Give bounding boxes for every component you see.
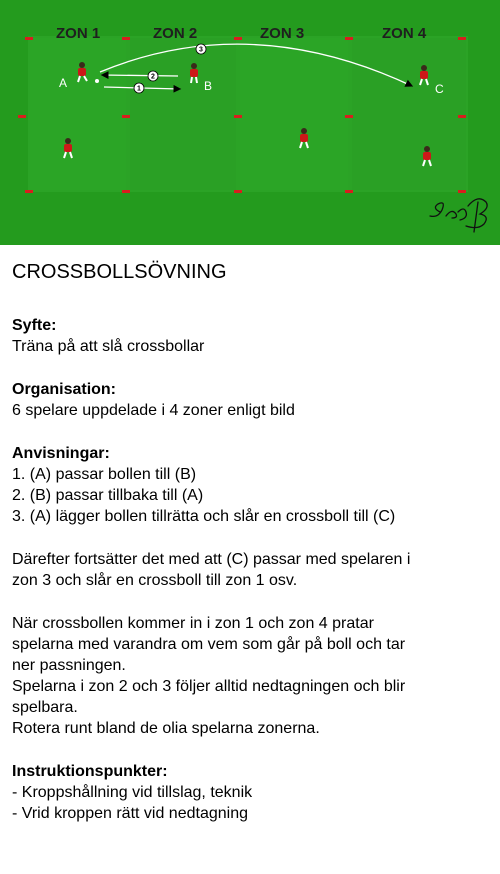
pass-number-2 [148,71,158,81]
points-heading: Instruktionspunkter: [12,763,168,780]
drill-diagram [0,0,500,245]
cone [345,190,353,193]
ball [95,79,99,83]
organisation-section [12,379,492,421]
zone-2-area [130,38,236,190]
paragraph-line: spelbara. [12,699,78,716]
zone-3-area [240,38,348,190]
paragraph-line: spelarna med varandra om vem som går på boll och tar [12,636,406,653]
zone-label-1: ZON 1 [56,25,101,42]
instructions-section [12,443,492,527]
cone [122,115,130,118]
cone [458,115,466,118]
page-title: CROSSBOLLSÖVNING [12,261,227,283]
point-item: - Kroppshållning vid tillslag, teknik [12,784,253,801]
cone [122,190,130,193]
paragraph-line: Därefter fortsätter det med att (C) passar med spelaren i [12,551,411,568]
purpose-text: Träna på att slå crossbollar [12,338,205,355]
purpose-heading: Syfte: [12,317,57,334]
continuation-paragraph [12,549,492,591]
point-item: - Vrid kroppen rätt vid nedtagning [12,805,248,822]
svg-text:2: 2 [151,73,155,81]
paragraph-line: ner passningen. [12,657,126,674]
zone-1-area [30,38,126,190]
cone [234,37,242,40]
zone-label-2: ZON 2 [153,25,198,42]
cone [25,37,33,40]
paragraph-line: När crossbollen kommer in i zon 1 och zon 4 pratar [12,615,374,632]
organisation-heading: Organisation: [12,381,117,398]
cone [234,190,242,193]
cone [345,115,353,118]
zone-label-4: ZON 4 [382,25,427,42]
paragraph-line: Rotera runt bland de olia spelarna zonerna. [12,720,320,737]
cone [345,37,353,40]
instruction-item: 3. (A) lägger bollen tillrätta och slår en crossboll till (C) [12,508,396,525]
zone-4-area [352,38,466,190]
svg-text:3: 3 [199,46,203,54]
organisation-text: 6 spelare uppdelade i 4 zoner enligt bild [12,402,295,419]
cone [18,115,26,118]
cone [122,37,130,40]
pass-number-1 [134,83,144,93]
drill-description [12,256,492,824]
cross-paragraph [12,613,492,739]
zone-label-3: ZON 3 [260,25,305,42]
instruction-item: 2. (B) passar tillbaka till (A) [12,487,204,504]
purpose-section [12,315,492,357]
pass-number-3 [196,44,206,54]
player-label-c: C [435,82,444,96]
instructions-heading: Anvisningar: [12,445,110,462]
paragraph-line: Spelarna i zon 2 och 3 följer alltid nedtagningen och blir [12,678,406,695]
paragraph-line: zon 3 och slår en crossboll till zon 1 osv. [12,572,298,589]
svg-text:1: 1 [137,85,141,93]
cone [458,37,466,40]
points-section [12,761,492,824]
player-label-b: B [204,79,213,93]
cone [234,115,242,118]
cone [458,190,466,193]
instruction-item: 1. (A) passar bollen till (B) [12,466,197,483]
cone [25,190,33,193]
player-label-a: A [59,76,68,90]
